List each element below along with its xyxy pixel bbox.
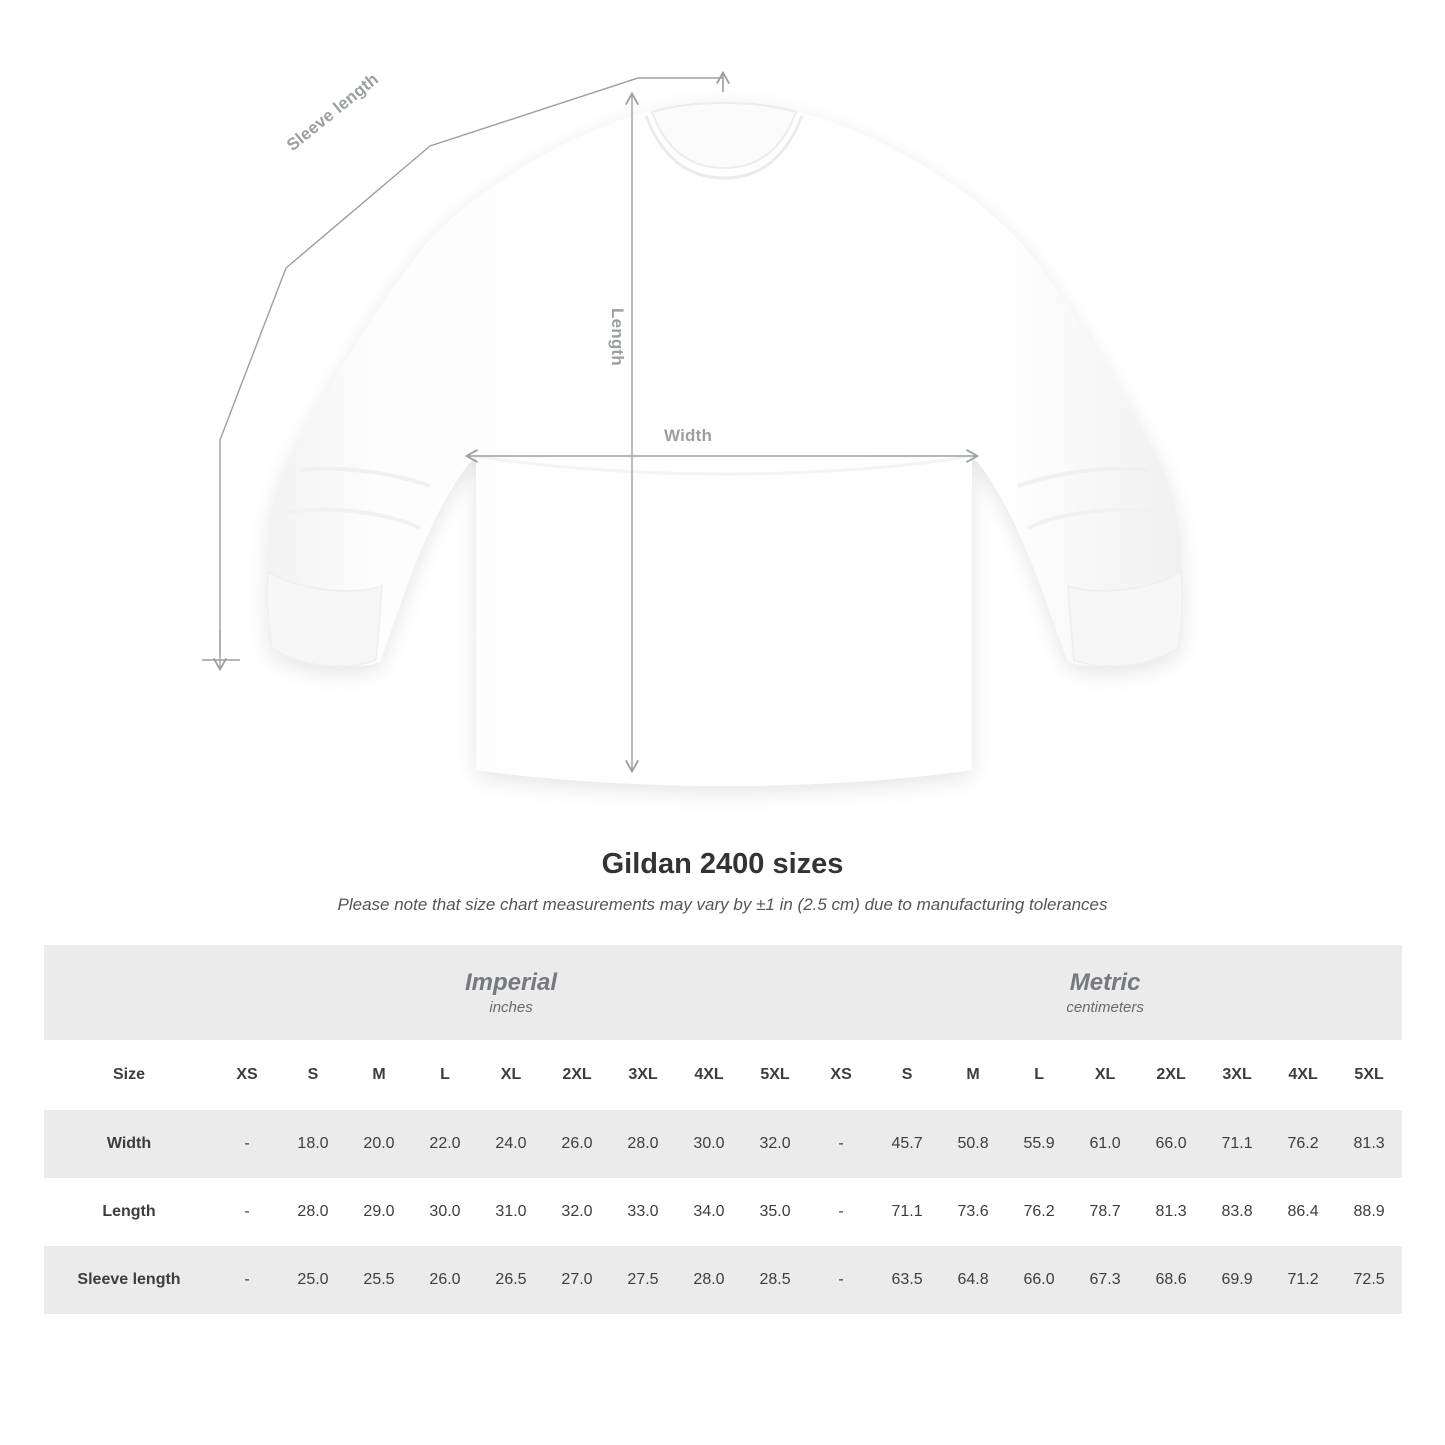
col-header-imperial-s: S [280, 1040, 346, 1110]
tolerance-note: Please note that size chart measurements may vary by ±1 in (2.5 cm) due to manufacturing tolerances [337, 895, 1108, 914]
cell-sleeve-metric-5xl: 72.5 [1336, 1246, 1402, 1314]
shirt-shape [267, 103, 1182, 786]
cell-width-metric-xl: 61.0 [1072, 1110, 1138, 1178]
cell-length-metric-xl: 78.7 [1072, 1178, 1138, 1246]
cell-sleeve-imperial-s: 25.0 [280, 1246, 346, 1314]
cell-width-imperial-s: 18.0 [280, 1110, 346, 1178]
cell-sleeve-metric-s: 63.5 [874, 1246, 940, 1314]
row-header-size: Size [44, 1040, 214, 1110]
col-header-metric-xs: XS [808, 1040, 874, 1110]
col-header-imperial-m: M [346, 1040, 412, 1110]
imperial-unit-title: Imperial [465, 969, 558, 996]
cell-width-imperial-xl: 24.0 [478, 1110, 544, 1178]
col-header-metric-2xl: 2XL [1138, 1040, 1204, 1110]
cell-width-metric-3xl: 71.1 [1204, 1110, 1270, 1178]
cell-length-imperial-s: 28.0 [280, 1178, 346, 1246]
cell-width-imperial-2xl: 26.0 [544, 1110, 610, 1178]
size-header-row [44, 1040, 1402, 1110]
cell-width-imperial-xs: - [214, 1110, 280, 1178]
cell-width-imperial-4xl: 30.0 [676, 1110, 742, 1178]
unit-spacer-cell [44, 945, 214, 1040]
cell-width-imperial-5xl: 32.0 [742, 1110, 808, 1178]
cell-width-imperial-l: 22.0 [412, 1110, 478, 1178]
cell-width-metric-4xl: 76.2 [1270, 1110, 1336, 1178]
row-label-length: Length [44, 1178, 214, 1246]
cell-sleeve-metric-4xl: 71.2 [1270, 1246, 1336, 1314]
cell-length-metric-l: 76.2 [1006, 1178, 1072, 1246]
col-header-metric-5xl: 5XL [1336, 1040, 1402, 1110]
cell-width-metric-2xl: 66.0 [1138, 1110, 1204, 1178]
imperial-unit-cell [214, 945, 808, 1040]
row-label-width: Width [44, 1110, 214, 1178]
cell-sleeve-imperial-xl: 26.5 [478, 1246, 544, 1314]
col-header-metric-4xl: 4XL [1270, 1040, 1336, 1110]
cell-length-metric-5xl: 88.9 [1336, 1178, 1402, 1246]
size-table-wrap [44, 945, 1401, 1314]
col-header-imperial-xs: XS [214, 1040, 280, 1110]
col-header-metric-s: S [874, 1040, 940, 1110]
sleeve-length-dimension-label: Sleeve length [283, 69, 383, 155]
col-header-metric-l: L [1006, 1040, 1072, 1110]
cell-length-imperial-l: 30.0 [412, 1178, 478, 1246]
cell-length-imperial-3xl: 33.0 [610, 1178, 676, 1246]
cell-sleeve-metric-3xl: 69.9 [1204, 1246, 1270, 1314]
cell-sleeve-metric-xl: 67.3 [1072, 1246, 1138, 1314]
cell-sleeve-imperial-3xl: 27.5 [610, 1246, 676, 1314]
cell-width-metric-m: 50.8 [940, 1110, 1006, 1178]
col-header-metric-xl: XL [1072, 1040, 1138, 1110]
col-header-metric-m: M [940, 1040, 1006, 1110]
metric-unit-title: Metric [1069, 969, 1141, 996]
col-header-imperial-3xl: 3XL [610, 1040, 676, 1110]
cell-length-imperial-4xl: 34.0 [676, 1178, 742, 1246]
imperial-unit-sub: inches [489, 999, 533, 1017]
cell-sleeve-imperial-5xl: 28.5 [742, 1246, 808, 1314]
cell-sleeve-metric-l: 66.0 [1006, 1246, 1072, 1314]
size-table [44, 945, 1402, 1314]
cell-sleeve-metric-2xl: 68.6 [1138, 1246, 1204, 1314]
cell-width-metric-xs: - [808, 1110, 874, 1178]
cell-sleeve-imperial-l: 26.0 [412, 1246, 478, 1314]
cell-width-imperial-3xl: 28.0 [610, 1110, 676, 1178]
cell-length-imperial-xs: - [214, 1178, 280, 1246]
cell-length-metric-m: 73.6 [940, 1178, 1006, 1246]
col-header-metric-3xl: 3XL [1204, 1040, 1270, 1110]
cell-length-metric-4xl: 86.4 [1270, 1178, 1336, 1246]
cell-sleeve-imperial-4xl: 28.0 [676, 1246, 742, 1314]
cell-width-metric-l: 55.9 [1006, 1110, 1072, 1178]
cell-width-metric-s: 45.7 [874, 1110, 940, 1178]
cell-length-imperial-m: 29.0 [346, 1178, 412, 1246]
metric-unit-cell [808, 945, 1402, 1040]
cell-length-metric-2xl: 81.3 [1138, 1178, 1204, 1246]
title-block [0, 848, 1445, 915]
cell-sleeve-metric-m: 64.8 [940, 1246, 1006, 1314]
col-header-imperial-2xl: 2XL [544, 1040, 610, 1110]
col-header-imperial-5xl: 5XL [742, 1040, 808, 1110]
cell-length-metric-s: 71.1 [874, 1178, 940, 1246]
cell-width-metric-5xl: 81.3 [1336, 1110, 1402, 1178]
cell-length-imperial-5xl: 35.0 [742, 1178, 808, 1246]
cell-sleeve-metric-xs: - [808, 1246, 874, 1314]
table-row [44, 1110, 1402, 1178]
length-dimension-label: Length [608, 308, 627, 366]
row-label-sleeve-length: Sleeve length [44, 1246, 214, 1314]
cell-length-metric-xs: - [808, 1178, 874, 1246]
page-title: Gildan 2400 sizes [601, 848, 844, 880]
width-dimension-label: Width [664, 426, 713, 445]
table-row [44, 1246, 1402, 1314]
cell-sleeve-imperial-xs: - [214, 1246, 280, 1314]
cell-length-imperial-2xl: 32.0 [544, 1178, 610, 1246]
cell-width-imperial-m: 20.0 [346, 1110, 412, 1178]
col-header-imperial-l: L [412, 1040, 478, 1110]
cell-sleeve-imperial-2xl: 27.0 [544, 1246, 610, 1314]
metric-unit-sub: centimeters [1066, 999, 1144, 1017]
unit-header-row [44, 945, 1402, 1040]
col-header-imperial-xl: XL [478, 1040, 544, 1110]
cell-sleeve-imperial-m: 25.5 [346, 1246, 412, 1314]
cell-length-metric-3xl: 83.8 [1204, 1178, 1270, 1246]
cell-length-imperial-xl: 31.0 [478, 1178, 544, 1246]
col-header-imperial-4xl: 4XL [676, 1040, 742, 1110]
table-row [44, 1178, 1402, 1246]
